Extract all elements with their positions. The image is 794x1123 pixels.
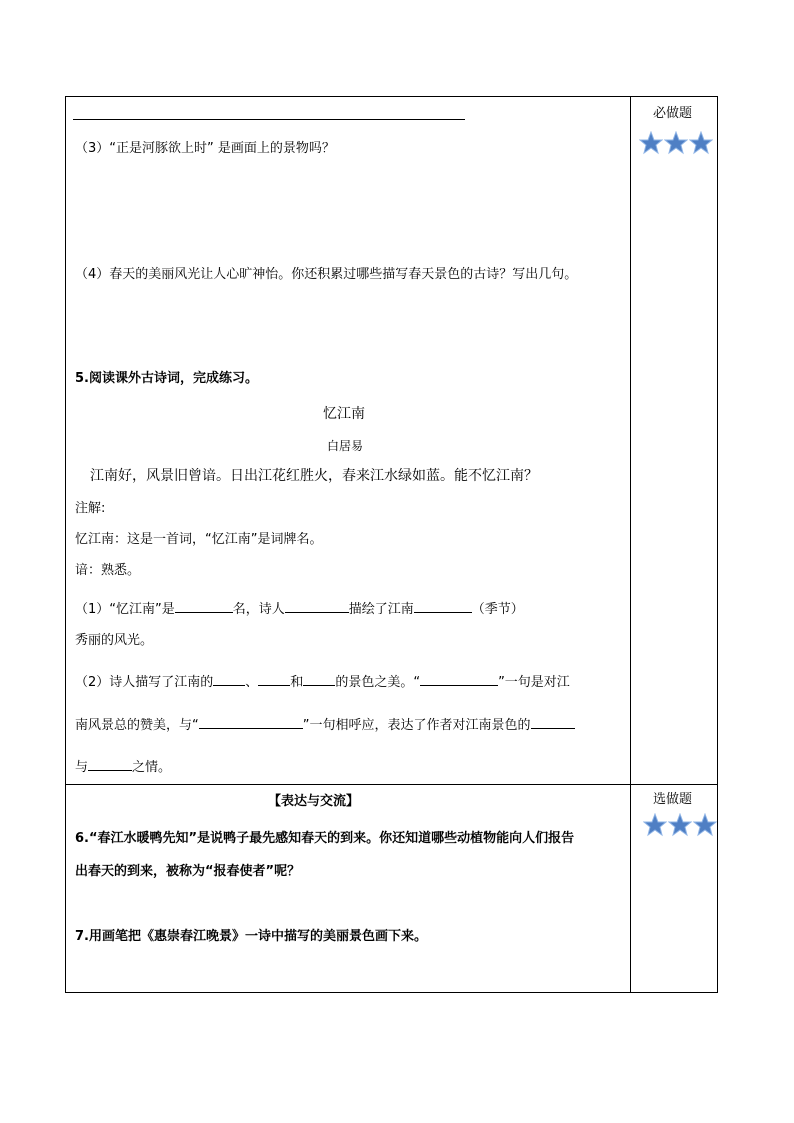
sub-question-2 xyxy=(75,673,570,691)
question-7: 7.用画笔把《惠崇春江晚景》一诗中描写的美丽景色画下来。 xyxy=(75,929,427,944)
question-6-line-2: 出春天的到来，被称为“报春使者”呢？ xyxy=(75,864,301,879)
sub2-text-a: （2）诗人描写了江南的 xyxy=(75,675,214,690)
answer-blank[interactable] xyxy=(88,758,132,771)
sub1-text-a: （1）“忆江南”是 xyxy=(75,602,175,617)
question-4: （4）春天的美丽风光让人心旷神怡。你还积累过哪些描写春天景色的古诗？写出几句。 xyxy=(75,267,578,282)
star-icon xyxy=(664,131,688,155)
star-icon xyxy=(639,131,663,155)
table-border-left xyxy=(65,96,66,993)
table-column-divider xyxy=(630,96,631,993)
sub2-text-d: 的景色之美。“ xyxy=(335,675,421,690)
answer-blank[interactable] xyxy=(420,673,498,686)
table-border-bottom xyxy=(65,992,718,993)
sub-question-2-line2 xyxy=(75,716,575,734)
sub1-text-d: （季节） xyxy=(471,602,524,617)
table-border-top xyxy=(65,96,718,97)
question-6-line-1: 6.“春江水暖鸭先知”是说鸭子最先感知春天的到来。你还知道哪些动植物能向人们报告 xyxy=(75,831,575,846)
answer-line xyxy=(73,119,465,120)
answer-blank[interactable] xyxy=(175,600,233,613)
sub2-text-g: ”一句相呼应，表达了作者对江南景色的 xyxy=(302,718,531,733)
answer-blank[interactable] xyxy=(303,673,335,686)
sub2-text-c: 和 xyxy=(290,675,304,690)
sub2-text-i: 之情。 xyxy=(132,760,172,775)
table-border-right xyxy=(717,96,718,993)
poem-author: 白居易 xyxy=(327,439,364,453)
star-icon xyxy=(693,813,717,837)
optional-label: 选做题 xyxy=(653,792,693,807)
note-label: 注解: xyxy=(75,501,106,516)
sub1-text-c: 描绘了江南 xyxy=(348,602,414,617)
answer-blank[interactable] xyxy=(199,716,303,729)
poem-text: 江南好，风景旧曾谙。日出江花红胜火，春来江水绿如蓝。能不忆江南？ xyxy=(90,468,538,484)
sub-question-1-cont: 秀丽的风光。 xyxy=(75,633,154,648)
required-label: 必做题 xyxy=(653,106,693,121)
answer-blank[interactable] xyxy=(213,673,245,686)
note-2: 谙：熟悉。 xyxy=(75,563,141,578)
answer-blank[interactable] xyxy=(531,716,575,729)
answer-blank[interactable] xyxy=(414,600,472,613)
optional-stars xyxy=(643,813,717,837)
sub1-text-b: 名，诗人 xyxy=(232,602,285,617)
star-icon xyxy=(643,813,667,837)
sub-question-1 xyxy=(75,600,524,618)
sub2-text-f: 南风景总的赞美，与“ xyxy=(75,718,199,733)
table-row-divider xyxy=(65,784,718,785)
answer-blank[interactable] xyxy=(285,600,349,613)
sub2-text-e: ”一句是对江 xyxy=(498,675,570,690)
note-1: 忆江南：这是一首词，“忆江南”是词牌名。 xyxy=(75,532,323,547)
answer-blank[interactable] xyxy=(258,673,290,686)
star-icon xyxy=(689,131,713,155)
question-5-heading: 5.阅读课外古诗词，完成练习。 xyxy=(75,371,258,386)
star-icon xyxy=(668,813,692,837)
question-3: （3）“正是河豚欲上时” 是画面上的景物吗？ xyxy=(75,141,335,156)
section-title: 【表达与交流】 xyxy=(268,794,360,809)
sub-question-2-line3 xyxy=(75,758,171,776)
required-stars xyxy=(639,131,713,155)
sub2-text-b: 、 xyxy=(245,675,259,690)
sub2-text-h: 与 xyxy=(75,760,89,775)
poem-title: 忆江南 xyxy=(323,406,365,422)
